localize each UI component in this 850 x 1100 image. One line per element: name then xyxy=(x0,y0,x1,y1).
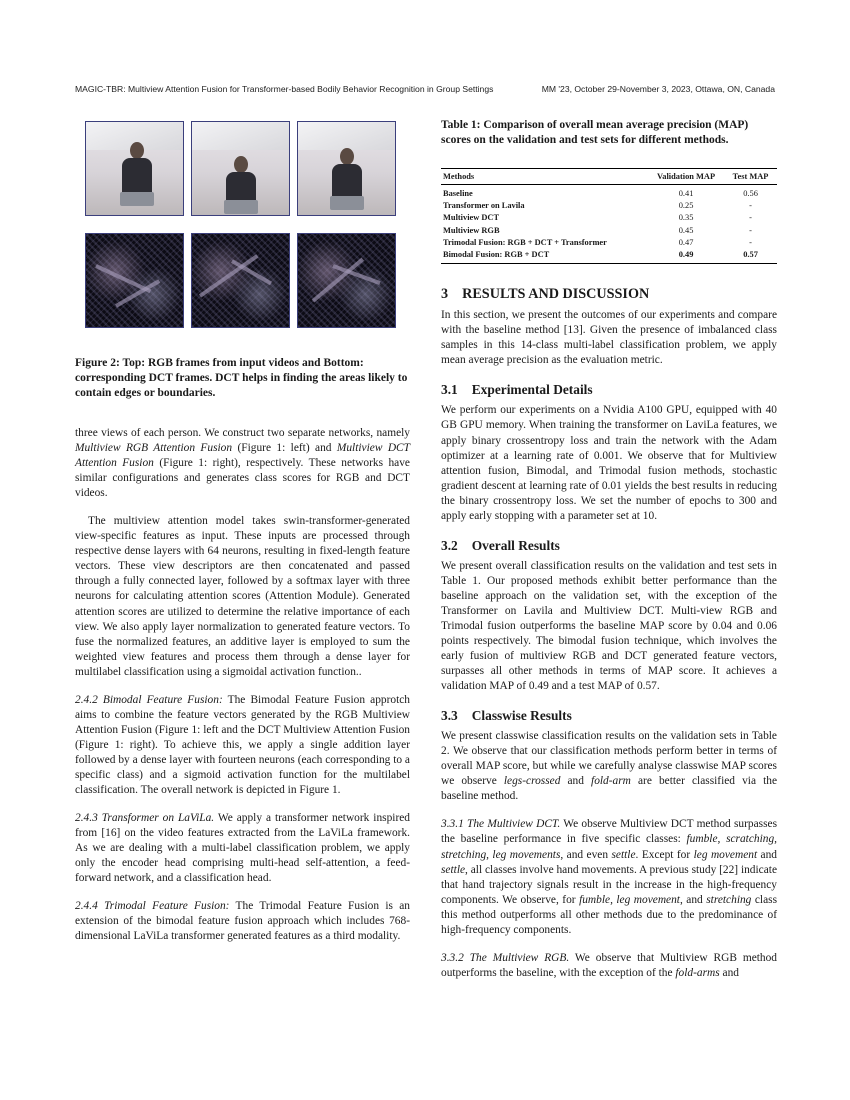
section-3-2-body: We present overall classification results on the validation and test sets in Table 1. Our proposed methods exhibit better performance than the baseline approach on the validation set, with the exception of the Transformer on Lavila and Multiview DCT. Multi-view RGB and Trimodal fusion outperforms the baseline MAP score by 0.04 and 0.06 points respectively. The bimodal fusion technique, which involves the early fusion of multiview RGB and DCT generated feature vectors, surpasses all other methods in terms of MAP score. It achieves a validation MAP of 0.49 and a test MAP of 0.57. xyxy=(441,559,777,693)
table-cell-method: Baseline xyxy=(443,189,473,198)
left-column xyxy=(75,118,410,944)
running-head-title: MAGIC-TBR: Multiview Attention Fusion for Transformer-based Bodily Behavior Recognition in Group Settings xyxy=(75,84,494,94)
table-header-test: Test MAP xyxy=(726,169,777,185)
section-3-3-1-heading: 3.3.1 The Multiview DCT. xyxy=(441,818,561,831)
table-cell-method: Multiview DCT xyxy=(443,213,500,223)
table-cell-validation: 0.49 xyxy=(648,249,726,264)
table-header-methods: Methods xyxy=(441,169,648,185)
table-cell-test: 0.57 xyxy=(726,249,777,264)
section-2-4-2: 2.4.2 Bimodal Feature Fusion: The Bimodal Feature Fusion approtch aims to combine the feature vectors generated by the RGB Multiview Attention Fusion (Figure 1: left and the DCT Multiview Attention Fusion (Figure 1: right). To achieve this, we apply a single addition layer followed by a dense layer with fourteen neurons (each corresponding to a specific class) and a sigmoid activation function for the multilabel classification. The overall network is depicted in Figure 1. xyxy=(75,693,410,797)
section-2-4-3-heading: 2.4.3 Transformer on LaViLa. xyxy=(75,812,215,825)
table-cell-test: 0.56 xyxy=(743,189,758,198)
section-3-3-2-heading: 3.3.2 The Multiview RGB. xyxy=(441,951,570,964)
section-3-body: In this section, we present the outcomes of our experiments and compare with the baseline method [13]. Given the presence of imbalanced class samples in this 14-class multi-label classification problem, we apply mean average precision as the evaluation metric. xyxy=(441,309,777,367)
rgb-frame-2 xyxy=(191,121,290,216)
table-caption: Table 1: Comparison of overall mean average precision (MAP) scores on the validation and test sets for different methods. xyxy=(441,119,749,146)
rgb-frame-3 xyxy=(297,121,396,216)
section-3-3-1: 3.3.1 The Multiview DCT. We observe Multiview DCT method surpasses the baseline performance in five specific classes: fumble, scratching, stretching, leg movements, and even settle. Except for leg movement and settle, all classes involve hand movements. A previous study [22] indicate that hand trajectory signals result in the increase in the high-frequency components. We observe, for fumble, leg movement, and stretching class this method outperforms all other methods due to the predominance of high-frequency components. xyxy=(441,818,778,936)
results-table xyxy=(441,168,777,264)
right-column xyxy=(441,118,777,981)
table-row xyxy=(441,200,777,212)
table-cell-test: - xyxy=(749,213,752,223)
table-cell-validation: 0.41 xyxy=(678,189,694,198)
dct-frame-3 xyxy=(297,233,396,328)
section-3-3-heading: 3.3 Classwise Results xyxy=(441,708,572,724)
table-cell-method: Trimodal Fusion: RGB + DCT + Transformer xyxy=(443,237,607,247)
section-3-1-body: We perform our experiments on a Nvidia A100 GPU, equipped with 40 GB GPU memory. When training the transformer on LaviLa features, we apply binary crossentropy loss and train the network with the Adam optimizer at a learning rate of 0.001. We observe that for Multiview attention fusion, Bimodal, and Trimodal fusion methods, stochastic gradient descent at learning rate of 0.01 yields the best results in reducing the binary crossentropy loss. We set the number of epochs to 300 and apply early stopping with a parameter set at 10. xyxy=(441,404,777,522)
table-cell-test: - xyxy=(749,225,752,235)
section-3-3-2: 3.3.2 The Multiview RGB. We observe that Multiview RGB method outperforms the baseline, with the exception of the fold-arms and xyxy=(441,951,778,979)
dct-frame-1 xyxy=(85,233,184,328)
section-3-2-heading: 3.2 Overall Results xyxy=(441,537,560,553)
table-row xyxy=(441,185,777,200)
table-header-validation: Validation MAP xyxy=(648,169,726,185)
table-cell-method: Transformer on Lavila xyxy=(443,201,525,211)
table-cell-test: - xyxy=(749,237,752,247)
table-row xyxy=(441,224,777,236)
table-cell-test: - xyxy=(749,201,752,211)
section-2-4-4-heading: 2.4.4 Trimodal Feature Fusion: xyxy=(75,900,230,913)
section-2-4-3: 2.4.3 Transformer on LaViLa. We apply a transformer network inspired from [16] on the video features extracted from the LaViLa framework. As we are dealing with a multi-label classification problem, we apply only the encoder head comprising multi-head self-attention, a feed-forward network, and a classification head. xyxy=(75,812,410,885)
section-2-4-4: 2.4.4 Trimodal Feature Fusion: The Trimodal Feature Fusion is an extension of the bimodal feature fusion approach which includes 768-dimensional LaViLa transformer generated features as a third modality. xyxy=(75,900,410,943)
table-cell-validation: 0.47 xyxy=(678,237,694,247)
paragraph-networks: three views of each person. We construct two separate networks, namely Multiview RGB Attention Fusion (Figure 1: left) and Multiview DCT Attention Fusion (Figure 1: right), respectively. These networks have similar configurations and generates class scores for RGB and DCT videos. xyxy=(75,427,410,500)
table-cell-method: Bimodal Fusion: RGB + DCT xyxy=(441,249,648,264)
section-2-4-2-heading: 2.4.2 Bimodal Feature Fusion: xyxy=(75,693,223,706)
table-row xyxy=(441,249,777,264)
table-cell-validation: 0.25 xyxy=(678,201,694,211)
rgb-frame-1 xyxy=(85,121,184,216)
table-header-row xyxy=(441,169,777,185)
table-cell-validation: 0.35 xyxy=(678,213,694,223)
figure-caption: Figure 2: Top: RGB frames from input videos and Bottom: corresponding DCT frames. DCT helps in finding the areas likely to contain edges or boundaries. xyxy=(75,357,408,399)
section-3-1-heading: 3.1 Experimental Details xyxy=(441,382,593,398)
dct-frame-2 xyxy=(191,233,290,328)
table-row xyxy=(441,212,777,224)
running-head-venue: MM '23, October 29-November 3, 2023, Ottawa, ON, Canada xyxy=(541,84,775,94)
paragraph-attention-model: The multiview attention model takes swin-transformer-generated view-specific features as input. These inputs are processed through respective dense layers with 64 neurons, resulting in fixed-length feature vectors. These view descriptors are then concatenated and passed through a fully connected layer, followed by a softmax layer with three neurons for calculating attention scores (Attention Module). Generated attention scores are utilized to determine the relative importance of each view. We also apply layer normalization to generated feature vectors. To fuse the normalized features, an additive layer is employed to sum the weighted view features and process them through a dense layer for multilabel classification using a sigmoidal activation function.. xyxy=(75,515,410,678)
figure-2 xyxy=(75,118,410,334)
section-3-heading: 3 RESULTS AND DISCUSSION xyxy=(441,286,650,303)
section-3-3-body: We present classwise classification results on the validation sets in Table 2. We observe that our classification methods perform better in terms of overall MAP score, but while we carefully analyse classwise MAP scores we observe legs-crossed and fold-arm are better classified via the baseline method. xyxy=(441,730,777,803)
table-cell-method: Multiview RGB xyxy=(443,225,500,235)
table-row xyxy=(441,236,777,248)
table-cell-validation: 0.45 xyxy=(678,225,694,235)
